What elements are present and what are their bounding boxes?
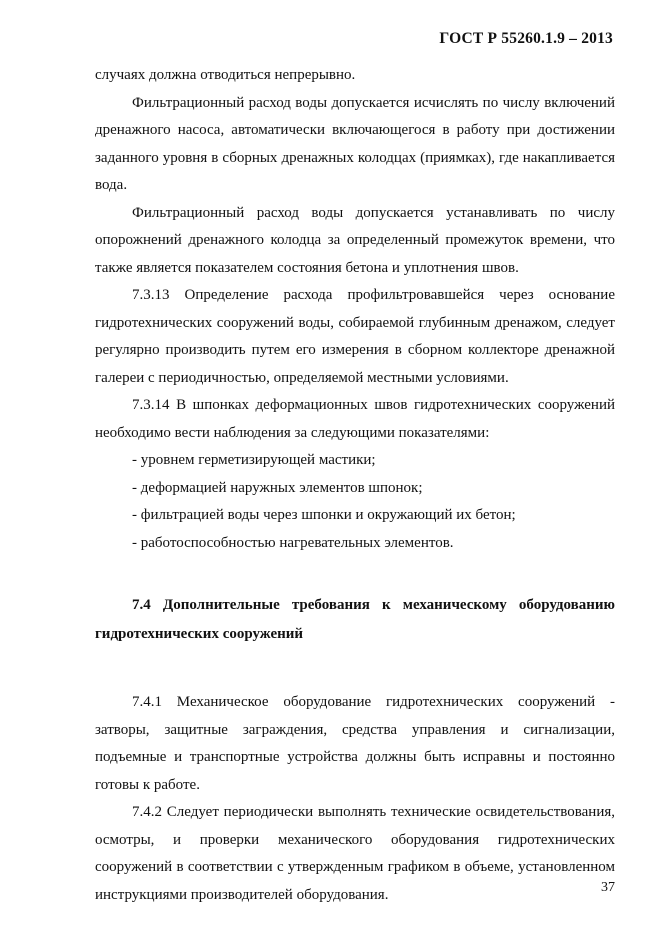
document-header: ГОСТ Р 55260.1.9 – 2013 [439,30,613,47]
paragraph-7-3-13: 7.3.13 Определение расхода профильтровавшейся через основание гидротехнических сооружений воды, собираемой глубинным дренажом, следует регулярно производить путем его измерения в сборном коллекторе дренажной галереи с периодичностью, определяемой местными условиями. [95,287,615,386]
page-number: 37 [601,880,615,895]
list-item: - уровнем герметизирующей мастики; [132,452,376,468]
paragraph: Фильтрационный расход воды допускается устанавливать по числу опорожнений дренажного колодца за определенный промежуток времени, что также является показателем состояния бетона и уплотнения швов. [95,204,615,276]
paragraph-continuation: случаях должна отводиться непрерывно. [95,67,356,83]
paragraph-7-3-14: 7.3.14 В шпонках деформационных швов гидротехнических сооружений необходимо вести наблюдения за следующими показателями: [95,397,615,441]
paragraph-7-4-1: 7.4.1 Механическое оборудование гидротехнических сооружений - затворы, защитные заграждения, средства управления и сигнализации, подъемные и транспортные устройства должны быть исправны и постоянно готовы к работе. [95,694,615,793]
list-item: - работоспособностью нагревательных элементов. [132,534,454,551]
paragraph-7-4-2: 7.4.2 Следует периодически выполнять технические освидетельствования, осмотры, и проверки механического оборудования гидротехнических сооружений в соответствии с утвержденным графиком в объеме, установленном инструкциями производителей оборудования. [95,804,615,903]
list-item: - фильтрацией воды через шпонки и окружающий их бетон; [132,507,516,523]
document-body [95,62,615,909]
list-item: - деформацией наружных элементов шпонок; [132,479,423,496]
paragraph: Фильтрационный расход воды допускается исчислять по числу включений дренажного насоса, автоматически включающегося в работу при достижении заданного уровня в сборных дренажных колодцах (приямках), где накапливается вода. [95,94,615,193]
section-heading: 7.4 Дополнительные требования к механическому оборудованию гидротехнических сооружений [95,597,615,642]
